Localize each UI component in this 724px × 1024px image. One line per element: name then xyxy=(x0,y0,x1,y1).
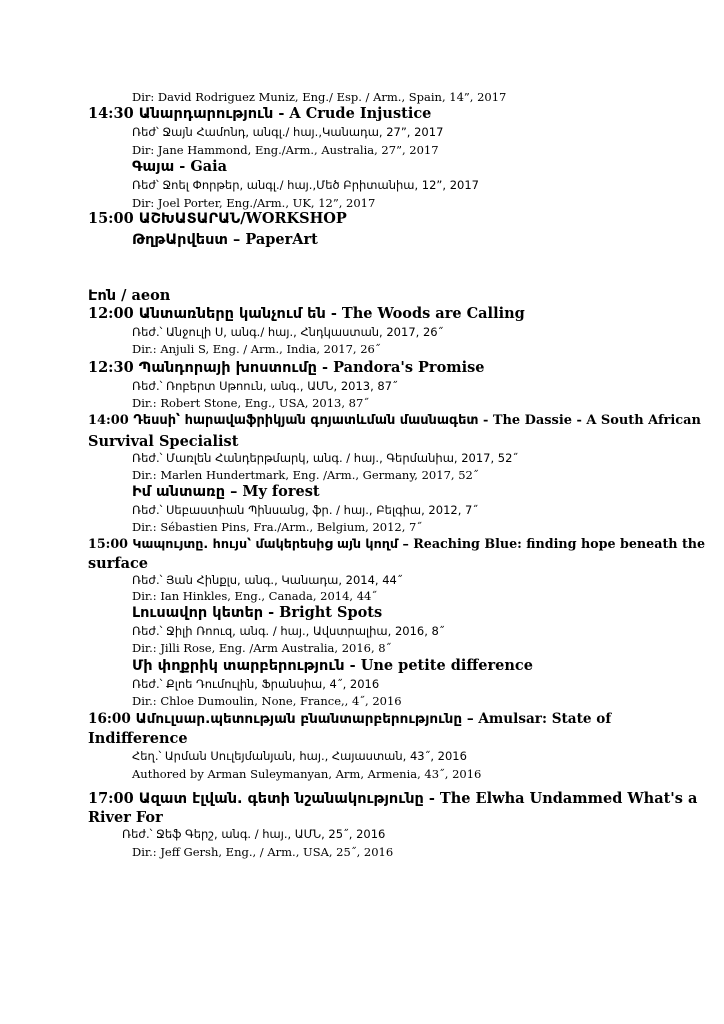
credit-text: Ռեժ.՝ Քլոե Դումուլին, Ֆրանսիա, 4˝, 2016 xyxy=(132,677,380,691)
screening-title xyxy=(132,160,227,175)
section-heading-english: / aeon xyxy=(116,287,171,304)
credit-text: Dir.: Robert Stone, Eng., USA, 2013, 87˝ xyxy=(132,396,370,410)
screening-title xyxy=(88,792,697,807)
title-english: - Gaia xyxy=(174,158,228,175)
credit-line-armenian xyxy=(132,453,518,465)
title-armenian: Անտառները կանչում են xyxy=(138,306,326,322)
title-armenian: Պանդորայի խոստումը xyxy=(138,360,317,376)
credit-line-armenian xyxy=(132,505,478,517)
screening-title xyxy=(88,107,431,122)
screening-time: 12:00 xyxy=(88,305,134,322)
title-english: - A Crude Injustice xyxy=(273,105,432,122)
credit-text: Dir: Jane Hammond, Eng./Arm., Australia, 27”, 2017 xyxy=(132,143,439,157)
credit-text: Ռեժ.՝ Ջեֆ Գերշ, անգ. / հայ., ԱՄՆ, 25˝, 2016 xyxy=(122,827,386,841)
title-armenian: Իմ անտառը xyxy=(132,484,226,500)
credit-line-armenian xyxy=(132,180,479,192)
screening-title xyxy=(88,212,347,227)
screening-title-continued xyxy=(88,557,148,572)
credit-line-armenian xyxy=(122,829,385,841)
title-english: - Une petite difference xyxy=(344,657,533,674)
credit-text: Ռեժ.՝ Անջուլի Ս, անգ./ հայ., Հնդկաստան, 2017, 26˝ xyxy=(132,325,444,339)
title-english: surface xyxy=(88,555,149,572)
title-english: – Reaching Blue: finding hope beneath the xyxy=(398,536,706,551)
credit-line xyxy=(132,145,439,157)
title-english: – Amulsar: State of xyxy=(462,711,612,727)
credit-line xyxy=(132,643,391,655)
screening-time: 15:00 xyxy=(88,210,134,227)
screening-title xyxy=(132,233,318,248)
credit-line xyxy=(132,769,481,781)
credit-text: Ռեժ.՝ Մառլեն Հանդերթմարկ, անգ. / հայ., Գերմանիա, 2017, 52˝ xyxy=(132,451,519,465)
title-armenian: ԹղթԱրվեստ xyxy=(132,232,228,248)
screening-title xyxy=(88,307,525,322)
credit-text: Ռեժ.՝ Յան Հինքլս, անգ., Կանադա, 2014, 44˝ xyxy=(132,573,403,587)
credit-text: Ռեժ՝ Ջոել Փորթեր, անգլ./ հայ.,Մեծ Բրիտանիա, 12”, 2017 xyxy=(132,178,479,192)
credit-line-armenian xyxy=(132,127,443,139)
title-english: - Bright Spots xyxy=(263,604,383,621)
screening-title xyxy=(132,606,382,621)
title-armenian: Անարդարություն xyxy=(138,106,274,122)
title-english: - The Elwha Undammed What's a xyxy=(423,790,698,807)
credit-line xyxy=(132,92,506,104)
credit-line xyxy=(132,847,393,859)
credit-text: Ռեժ.՝ Ջիլի Ռոուզ, անգ. / հայ., Ավստրալիա, 2016, 8˝ xyxy=(132,624,445,638)
title-english: - The Dassie - A South African xyxy=(478,413,701,428)
screening-title xyxy=(88,415,701,428)
title-armenian: Մի փոքրիկ տարբերություն xyxy=(132,658,345,674)
credit-line-armenian xyxy=(132,381,398,393)
credit-line xyxy=(132,696,402,708)
screening-title-continued xyxy=(88,732,188,747)
section-heading-armenian: Էոն xyxy=(88,288,117,304)
screening-title-continued xyxy=(88,811,163,826)
credit-text: Dir.: Marlen Hundertmark, Eng. /Arm., Germany, 2017, 52˝ xyxy=(132,468,479,482)
credit-text: Dir.: Chloe Dumoulin, None, France,, 4˝, 2016 xyxy=(132,694,402,708)
title-armenian: Ազատ էլվան. գետի նշանակությունը xyxy=(138,791,424,807)
title-english: Indifference xyxy=(88,730,188,747)
screening-time: 15:00 xyxy=(88,536,128,551)
credit-line xyxy=(132,198,375,210)
credit-text: Ռեժ.՝ Սեբաստիան Պինսանց, ֆր. / հայ., Բելգիա, 2012, 7˝ xyxy=(132,503,479,517)
title-armenian: Գայա xyxy=(132,159,175,175)
screening-time: 17:00 xyxy=(88,790,134,807)
screening-title xyxy=(132,485,320,500)
credit-line xyxy=(132,591,377,603)
credit-text: Ռեժ.՝ Ռոբերտ Սթոուն, անգ., ԱՄՆ, 2013, 87˝ xyxy=(132,379,398,393)
title-armenian: Ամուլսար.պետության բնանտարբերությունը xyxy=(135,711,463,727)
credit-line-armenian xyxy=(132,575,403,587)
credit-text: Հեղ.՝ Արման Սուլեյմանյան, հայ., Հայաստան, 43˝, 2016 xyxy=(132,749,467,763)
title-armenian: Լուսավոր կետեր xyxy=(132,605,264,621)
screening-title xyxy=(88,361,484,376)
screening-time: 14:30 xyxy=(88,105,134,122)
title-armenian: Դեսսի՝ հարավաֆրիկյան գոյատևման մասնագետ xyxy=(133,413,479,428)
credit-line xyxy=(132,344,381,356)
credit-text: Dir: David Rodriguez Muniz, Eng./ Esp. / Arm., Spain, 14”, 2017 xyxy=(132,90,507,104)
credit-line xyxy=(132,398,369,410)
section-heading xyxy=(88,289,170,304)
credit-text: Dir.: Jeff Gersh, Eng., / Arm., USA, 25˝, 2016 xyxy=(132,845,394,859)
credit-text: Ռեժ՝ Ջայն Համոնդ, անգլ./ հայ.,Կանադա, 27”, 2017 xyxy=(132,125,444,139)
credit-line-armenian xyxy=(132,327,443,339)
credit-line xyxy=(132,522,422,534)
screening-time: 12:30 xyxy=(88,359,134,376)
title-english: – My forest xyxy=(225,483,320,500)
credit-text: Authored by Arman Suleymanyan, Arm, Armenia, 43˝, 2016 xyxy=(132,767,482,781)
credit-line-armenian xyxy=(132,751,467,763)
title-armenian: ԱՇԽԱՏԱՐԱՆ xyxy=(138,211,241,227)
screening-time: 16:00 xyxy=(88,711,131,727)
screening-title xyxy=(132,659,533,674)
title-armenian: Կապույտը. հույս՝ մակերեսից այն կողմ xyxy=(132,536,399,551)
credit-line-armenian xyxy=(132,626,445,638)
credit-text: Dir.: Sébastien Pins, Fra./Arm., Belgium, 2012, 7˝ xyxy=(132,520,423,534)
credit-line-armenian xyxy=(132,679,379,691)
title-english: /WORKSHOP xyxy=(240,210,347,227)
credit-text: Dir.: Jilli Rose, Eng. /Arm Australia, 2016, 8˝ xyxy=(132,641,392,655)
title-english: - Pandora's Promise xyxy=(316,359,485,376)
screening-title-continued xyxy=(88,435,238,450)
screening-title xyxy=(88,713,611,727)
title-english: Survival Specialist xyxy=(88,433,239,450)
title-english: - The Woods are Calling xyxy=(325,305,525,322)
credit-text: Dir.: Anjuli S, Eng. / Arm., India, 2017, 26˝ xyxy=(132,342,381,356)
credit-line xyxy=(132,470,479,482)
credit-text: Dir.: Ian Hinkles, Eng., Canada, 2014, 44˝ xyxy=(132,589,378,603)
screening-title xyxy=(88,538,705,551)
title-english: River For xyxy=(88,809,163,826)
credit-text: Dir: Joel Porter, Eng./Arm., UK, 12”, 2017 xyxy=(132,196,376,210)
title-english: – PaperArt xyxy=(227,231,318,248)
screening-time: 14:00 xyxy=(88,413,129,428)
